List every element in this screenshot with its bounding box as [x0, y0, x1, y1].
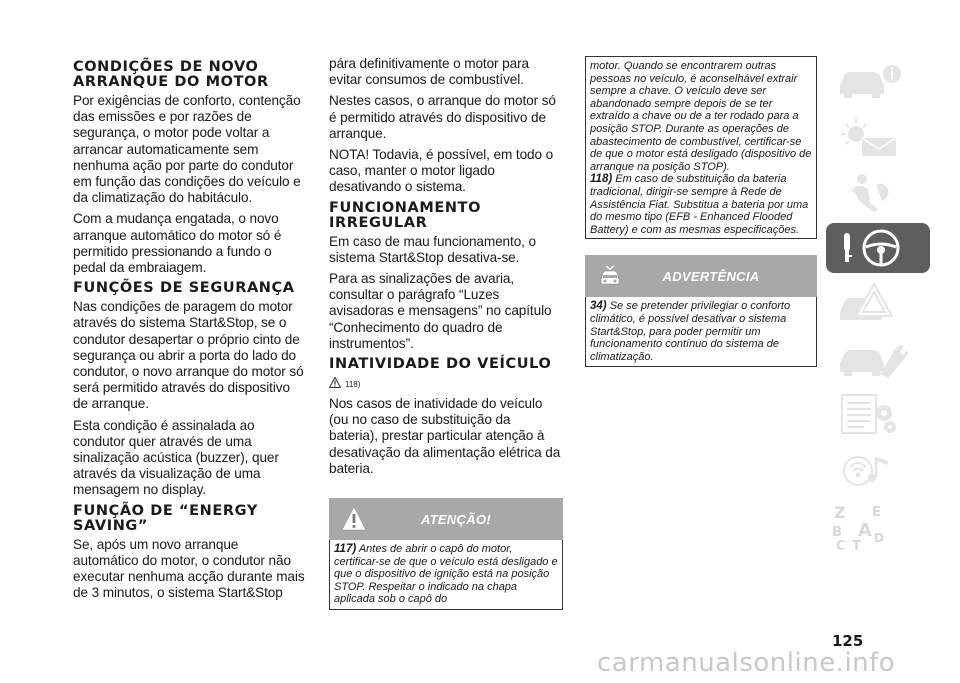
paragraph: Nestes casos, o arranque do motor só é permitido através do dispositivo de arranque.: [329, 93, 556, 141]
multimedia-icon: [826, 445, 930, 495]
paragraph: pára definitivamente o motor para evitar consumos de combustível.: [329, 56, 529, 88]
chapter-tab-safety[interactable]: [826, 167, 930, 217]
advisory-box-title: ADVERTÊNCIA: [662, 268, 760, 284]
heading-energy-saving: FUNÇÃO DE “ENERGY SAVING”: [73, 502, 258, 534]
paragraph: Com a mudança engatada, o novo arranque automático do motor só é permitido pressionando a fundo o pedal da embraiagem.: [73, 211, 282, 276]
paragraph: NOTA! Todavia, é possível, em todo o caso, manter o motor ligado desativando o sistema.: [329, 147, 554, 195]
car-info-icon: [826, 56, 930, 106]
note-text: Antes de abrir o capô do motor, certificar-se de que o veículo está desligado e que o dispositivo de ignição está na posição STOP. Respeitar o indicado na chapa aplicada sob o capô do: [334, 543, 558, 606]
watermark: carmanualsonline.info: [597, 648, 896, 678]
warning-box: [329, 498, 563, 610]
emergency-triangle-icon: [826, 278, 930, 328]
reference-number: 118): [345, 379, 361, 389]
heading-vehicle-inactivity: INATIVIDADE DO VEÍCULO: [329, 356, 552, 373]
paragraph: Esta condição é assinalada ao condutor quer através de uma sinalização acústica (buzzer), quer através da visualização de uma mensagem no display.: [73, 417, 279, 498]
chapter-tab-car-info[interactable]: [826, 56, 930, 106]
car-service-icon: [597, 263, 623, 294]
page-number: 125: [832, 632, 864, 650]
chapter-tab-starting-driving[interactable]: [826, 223, 930, 273]
paragraph: Por exigências de conforto, contenção das emissões e por razões de segurança, o motor pode voltar a arrancar automaticamente sem nenhuma ação por parte do condutor em função das condições do veículo e da climatização do habitáculo.: [73, 93, 301, 206]
key-steering-wheel-icon: [826, 223, 930, 273]
chapter-tab-multimedia[interactable]: [826, 445, 930, 495]
warning-triangle-icon: [341, 506, 367, 537]
text-column-3: [585, 56, 817, 367]
safety-airbag-icon: [826, 167, 930, 217]
note-number: 34): [590, 300, 607, 313]
chapter-sidebar: [826, 56, 930, 556]
note-text: motor. Quando se encontrarem outras pessoas no veículo, é aconselhável extrair sempre a chave. O veículo deve ser abandonado sempre depois de se ter extraído a chave ou de a ter rodado para a posição STOP. Durante as operações de abastecimento de combustível, certificar-se de que o motor está desligado (dispositivo de arranque na posição STOP).: [590, 60, 812, 173]
advisory-box: [585, 255, 817, 367]
note-number: 118): [590, 173, 613, 186]
note-text: Se se pretender privilegiar o conforto climático, é possível desativar o sistema Start&Stop, para poder permitir um funcionamento contínuo do sistema de climatização.: [590, 300, 791, 363]
index-letter: A: [858, 520, 872, 541]
note-number: 117): [334, 543, 357, 556]
text-column-1: [73, 56, 305, 606]
index-alphabet-icon: [826, 500, 930, 550]
chapter-tab-technical-data[interactable]: [826, 389, 930, 439]
chapter-tab-index[interactable]: [826, 500, 930, 550]
index-letter: E: [872, 505, 881, 520]
warning-box-continued: [585, 56, 817, 239]
index-letter: T: [852, 539, 861, 550]
note-text: Em caso de substituição da bateria tradicional, dirigir-se sempre à Rede de Assistência Fiat. Substitua a bateria por uma do mesmo tipo (EFB - Enhanced Flooded Battery) e com as mesmas especificações.: [590, 173, 809, 236]
warning-triangle-icon: [329, 375, 341, 393]
maintenance-wrench-icon: [826, 334, 930, 384]
heading-restart-conditions: CONDIÇÕES DE NOVO ARRANQUE DO MOTOR: [73, 59, 269, 90]
index-letter: C: [836, 539, 846, 550]
warning-box-title: ATENÇÃO!: [420, 511, 492, 527]
advisory-box-header: [585, 255, 817, 297]
warning-box-header: [329, 498, 563, 540]
index-letter: D: [874, 531, 884, 545]
advisory-box-body: [585, 297, 817, 367]
paragraph: Se, após um novo arranque automático do motor, o condutor não executar nenhuma acção durante mais de 3 minutos, o sistema Start&Stop: [73, 536, 305, 601]
text-column-2: [329, 56, 563, 610]
paragraph: Nos casos de inatividade do veículo (ou no caso de substituição da bateria), prestar particular atenção à desativação da alimentação elétrica da bateria.: [329, 396, 561, 476]
chapter-tab-warning-lights[interactable]: [826, 112, 930, 162]
heading-malfunction: FUNCIONAMENTO IRREGULAR: [329, 199, 482, 231]
warning-reference[interactable]: [329, 375, 563, 393]
index-letter: B: [832, 525, 842, 540]
technical-data-icon: [826, 389, 930, 439]
chapter-tab-maintenance[interactable]: [826, 334, 930, 384]
warning-box-body: [329, 540, 563, 610]
paragraph: Nas condições de paragem do motor através do sistema Start&Stop, se o condutor desapertar o próprio cinto de segurança ou abrir a porta do lado do condutor, o novo arranque do motor só será permitido através do dispositivo de arranque.: [73, 299, 304, 412]
paragraph: Em caso de mau funcionamento, o sistema Start&Stop desativa-se.: [329, 233, 536, 265]
warning-lights-icon: [826, 112, 930, 162]
index-letter: Z: [834, 503, 846, 522]
heading-safety-functions: FUNÇÕES DE SEGURANÇA: [73, 280, 295, 297]
paragraph: Para as sinalizações de avaria, consultar o parágrafo “Luzes avisadoras e mensagens” no capítulo “Conhecimento do quadro de instrumentos”.: [329, 271, 552, 351]
chapter-tab-emergency[interactable]: [826, 278, 930, 328]
